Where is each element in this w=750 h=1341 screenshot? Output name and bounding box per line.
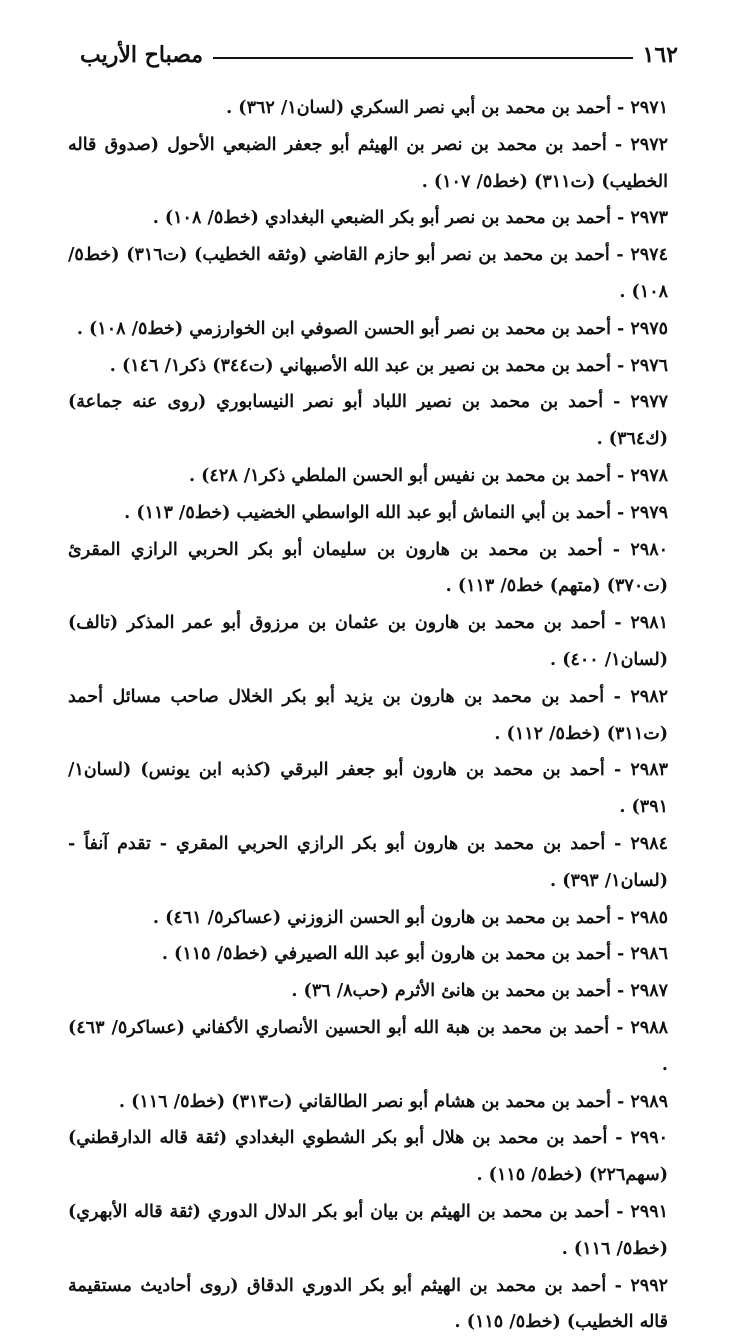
entry-2979: ٢٩٧٩ - أحمد بن أبي النماش أبو عبد الله الواسطي الخضيب (خط٥/ ١١٣) . bbox=[68, 495, 668, 532]
entry-2971: ٢٩٧١ - أحمد بن محمد بن أبي نصر السكري (لسان١/ ٣٦٢) . bbox=[68, 90, 668, 127]
entry-2982: ٢٩٨٢ - أحمد بن محمد بن هارون بن يزيد أبو بكر الخلال صاحب مسائل أحمد (ت٣١١) (خط٥/ ١١٢) . bbox=[68, 679, 668, 753]
entry-2992: ٢٩٩٢ - أحمد بن محمد بن الهيثم أبو بكر الدوري الدقاق (روى أحاديث مستقيمة قاله الخطيب) (خط٥/ ١١٥) . bbox=[68, 1268, 668, 1341]
entry-2986: ٢٩٨٦ - أحمد بن محمد بن هارون أبو عبد الله الصيرفي (خط٥/ ١١٥) . bbox=[68, 936, 668, 973]
entry-2978: ٢٩٧٨ - أحمد بن محمد بن نفيس أبو الحسن الملطي ذكر١/ ٤٢٨) . bbox=[68, 458, 668, 495]
entry-2981: ٢٩٨١ - أحمد بن محمد بن هارون بن عثمان بن مرزوق أبو عمر المذكر (تالف) (لسان١/ ٤٠٠) . bbox=[68, 605, 668, 679]
entry-2975: ٢٩٧٥ - أحمد بن محمد بن نصر أبو الحسن الصوفي ابن الخوارزمي (خط٥/ ١٠٨) . bbox=[68, 311, 668, 348]
entry-2983: ٢٩٨٣ - أحمد بن محمد بن هارون أبو جعفر البرقي (كذبه ابن يونس) (لسان١/ ٣٩١) . bbox=[68, 752, 668, 826]
entry-2985: ٢٩٨٥ - أحمد بن محمد بن هارون أبو الحسن الزوزني (عساكر٥/ ٤٦١) . bbox=[68, 900, 668, 937]
book-title: مصباح الأريب bbox=[80, 42, 203, 68]
entry-2977: ٢٩٧٧ - أحمد بن محمد بن نصير اللباد أبو نصر النيسابوري (روى عنه جماعة) (ك٣٦٤) . bbox=[68, 384, 668, 458]
entry-list bbox=[68, 90, 668, 1341]
header-rule bbox=[213, 57, 632, 59]
entry-2987: ٢٩٨٧ - أحمد بن محمد بن هانئ الأثرم (حب٨/ ٣٦) . bbox=[68, 973, 668, 1010]
page-header bbox=[80, 38, 678, 72]
entry-2976: ٢٩٧٦ - أحمد بن محمد بن نصير بن عبد الله الأصبهاني (ت٣٤٤) ذكر١/ ١٤٦) . bbox=[68, 348, 668, 385]
entry-2984: ٢٩٨٤ - أحمد بن محمد بن هارون أبو بكر الرازي الحربي المقري - تقدم آنفاً - (لسان١/ ٣٩٣) . bbox=[68, 826, 668, 900]
entry-2989: ٢٩٨٩ - أحمد بن محمد بن هشام أبو نصر الطالقاني (ت٣١٣) (خط٥/ ١١٦) . bbox=[68, 1084, 668, 1121]
entry-2980: ٢٩٨٠ - أحمد بن محمد بن هارون بن سليمان أبو بكر الحربي الرازي المقرئ (ت٣٧٠) (متهم) خط٥/ ١١٣) . bbox=[68, 532, 668, 606]
entry-2972: ٢٩٧٢ - أحمد بن محمد بن نصر بن الهيثم أبو جعفر الضبعي الأحول (صدوق قاله الخطيب) (ت٣١١) (خط٥/ ١٠٧) . bbox=[68, 127, 668, 201]
page-number: ١٦٢ bbox=[643, 42, 678, 68]
entry-2973: ٢٩٧٣ - أحمد بن محمد بن نصر أبو بكر الضبعي البغدادي (خط٥/ ١٠٨) . bbox=[68, 200, 668, 237]
entry-2974: ٢٩٧٤ - أحمد بن محمد بن نصر أبو حازم القاضي (وثقه الخطيب) (ت٣١٦) (خط٥/ ١٠٨) . bbox=[68, 237, 668, 311]
entry-2988: ٢٩٨٨ - أحمد بن محمد بن هبة الله أبو الحسين الأنصاري الأكفاني (عساكر٥/ ٤٦٣) . bbox=[68, 1010, 668, 1084]
entry-2991: ٢٩٩١ - أحمد بن محمد بن الهيثم بن بيان أبو بكر الدلال الدوري (ثقة قاله الأبهري) (خط٥/ ١١٦) . bbox=[68, 1194, 668, 1268]
entry-2990: ٢٩٩٠ - أحمد بن محمد بن هلال أبو بكر الشطوي البغدادي (ثقة قاله الدارقطني) (سهم٢٢٦) (خط٥/ ١١٥) . bbox=[68, 1120, 668, 1194]
